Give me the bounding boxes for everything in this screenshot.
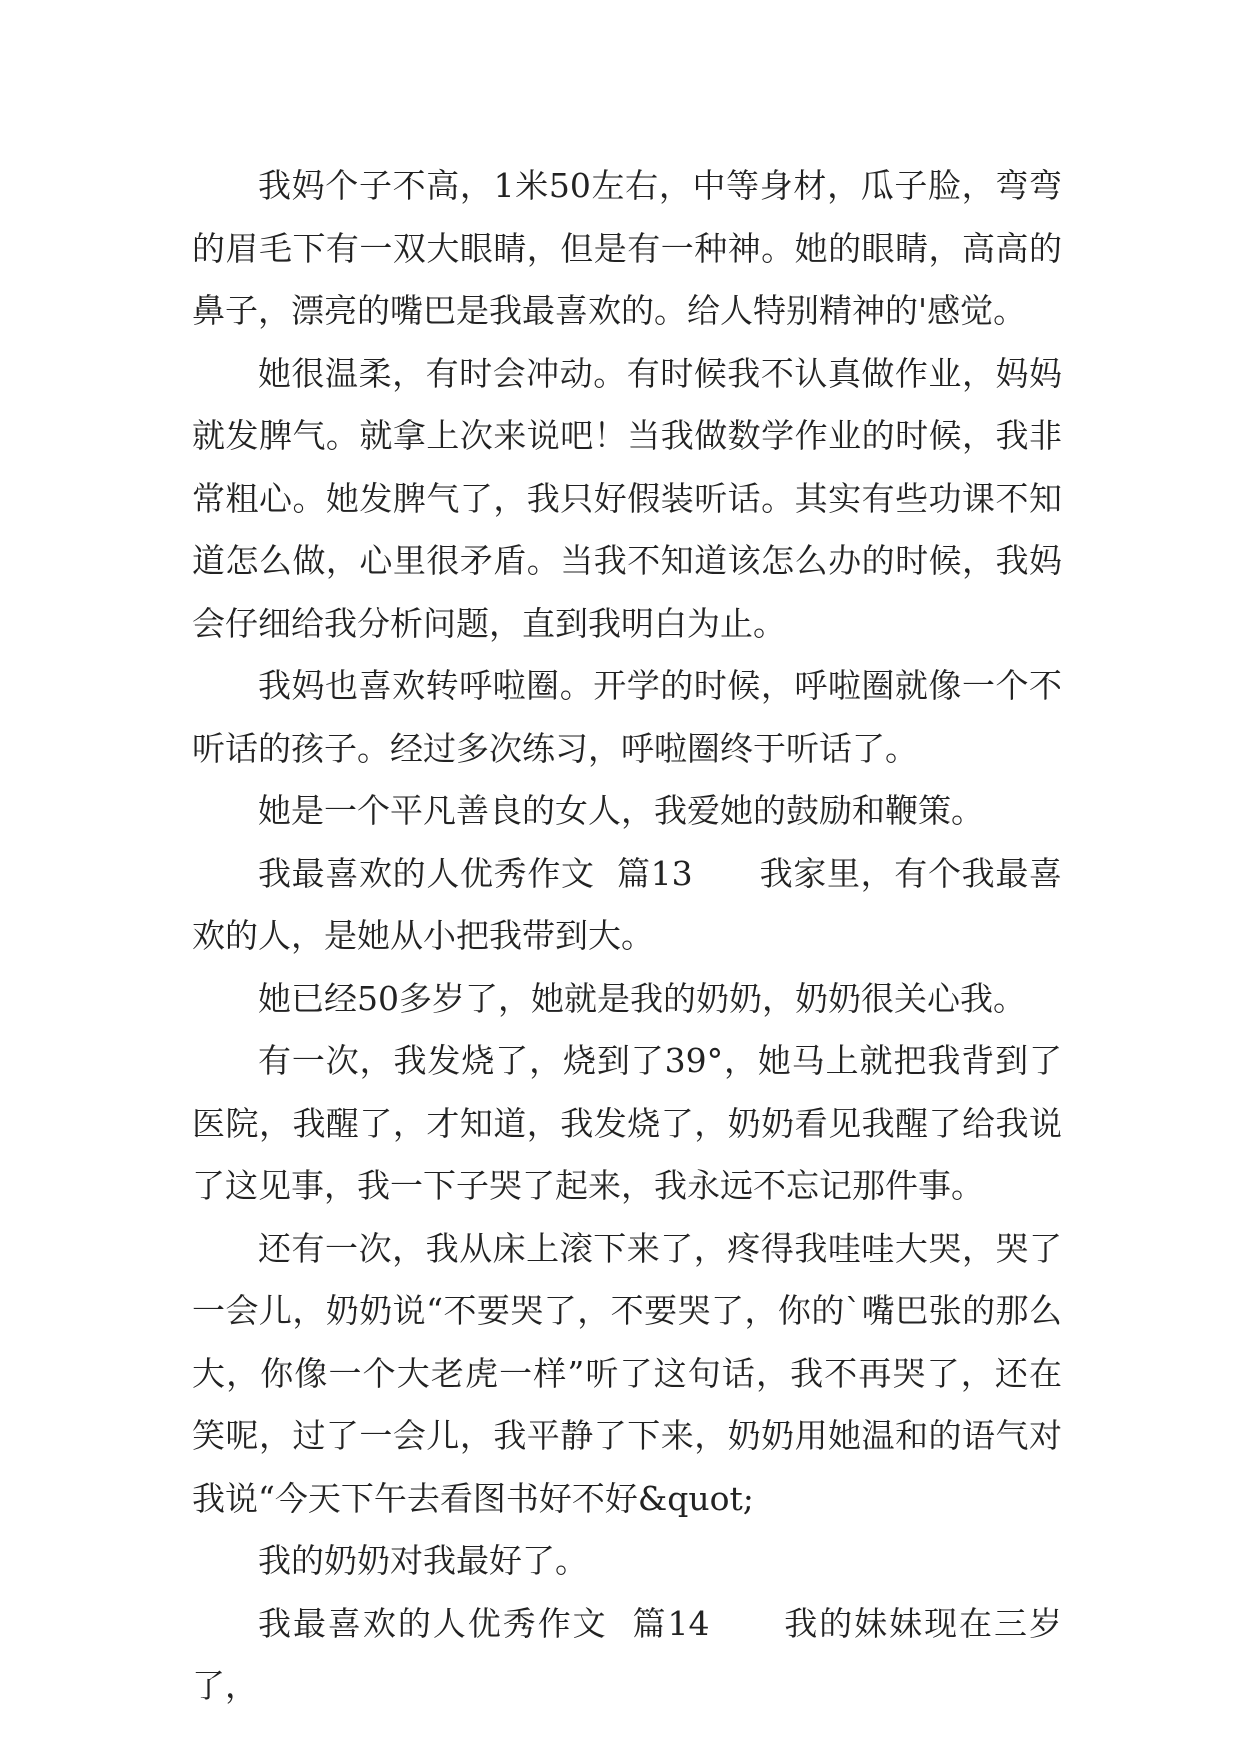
paragraph-hula-hoop: 我妈也喜欢转呼啦圈。开学的时候，呼啦圈就像一个不听话的孩子。经过多次练习，呼啦圈终于听话了。 [192, 666, 1062, 768]
paragraph-grandma-best: 我的奶奶对我最好了。 [258, 1541, 588, 1580]
paragraph-essay-14-heading: 我最喜欢的人优秀作文 篇14 我的妹妹现在三岁了， [192, 1603, 1062, 1705]
paragraph-fell-from-bed: 还有一次，我从床上滚下来了，疼得我哇哇大哭，哭了一会儿，奶奶说“不要哭了，不要哭了，你的`嘴巴张的那么大，你像一个大老虎一样”听了这句话，我不再哭了，还在笑呢，过了一会儿，我平静了下来，奶奶用她温和的语气对我说“今天下午去看图书好不好&quot; [192, 1228, 1062, 1518]
document-body [192, 155, 1062, 1718]
paragraph-fever: 有一次，我发烧了，烧到了39°，她马上就把我背到了医院，我醒了，才知道，我发烧了，奶奶看见我醒了给我说了这见事，我一下子哭了起来，我永远不忘记那件事。 [192, 1041, 1062, 1205]
paragraph-mother-appearance: 我妈个子不高，1米50左右，中等身材，瓜子脸，弯弯的眉毛下有一双大眼睛，但是有一种神。她的眼睛，高高的鼻子，漂亮的嘴巴是我最喜欢的。给人特别精神的'感觉。 [192, 166, 1062, 330]
paragraph-ordinary-woman: 她是一个平凡善良的女人，我爱她的鼓励和鞭策。 [258, 791, 984, 830]
paragraph-essay-13-heading: 我最喜欢的人优秀作文 篇13 我家里，有个我最喜欢的人，是她从小把我带到大。 [192, 853, 1062, 955]
paragraph-grandma-age: 她已经50多岁了，她就是我的奶奶，奶奶很关心我。 [258, 978, 1026, 1018]
paragraph-mother-temper: 她很温柔，有时会冲动。有时候我不认真做作业，妈妈就发脾气。就拿上次来说吧！当我做数学作业的时候，我非常粗心。她发脾气了，我只好假装听话。其实有些功课不知道怎么做，心里很矛盾。当我不知道该怎么办的时候，我妈会仔细给我分析问题，直到我明白为止。 [192, 353, 1062, 643]
